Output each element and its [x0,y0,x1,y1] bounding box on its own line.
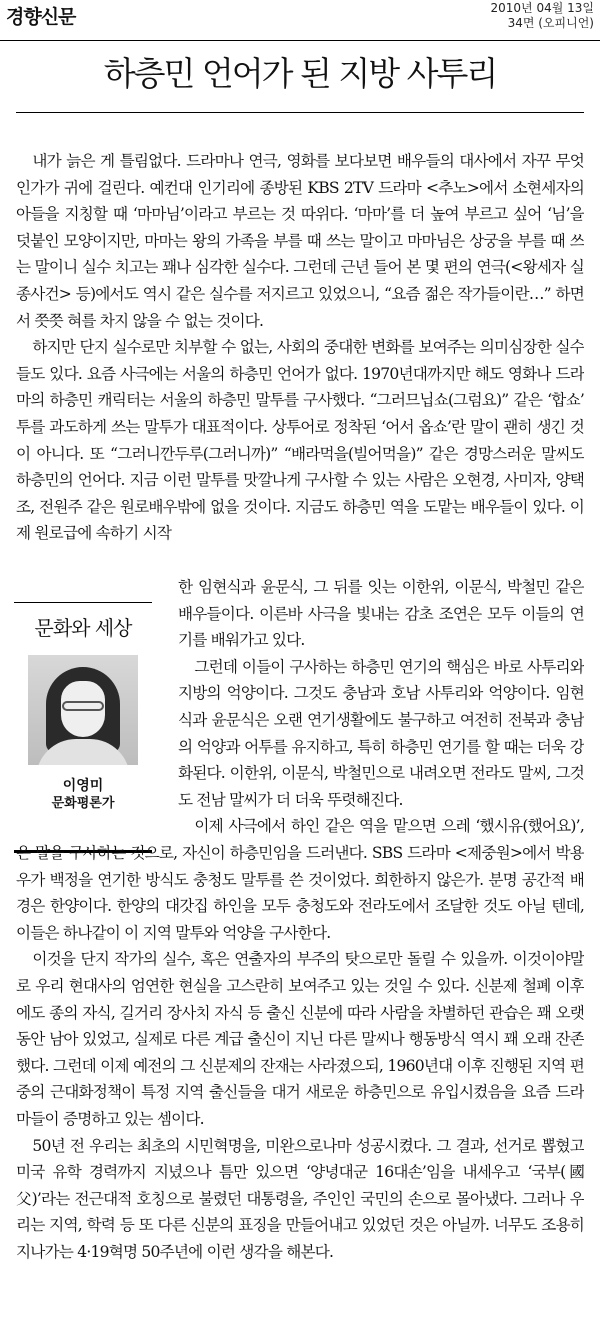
paragraph-1: 내가 늙은 게 틀림없다. 드라마나 연극, 영화를 보다보면 배우들의 대사에서 자꾸 무엇인가가 귀에 걸린다. 예컨대 인기리에 종방된 KBS 2TV 드라마 <추노>에서 소현세자의 아들을 지칭할 때 ‘마마님’이라고 부르는 것 따위다. ‘마마’를 더 높여 부르고 싶어 ‘님’을 덧붙인 모양이지만, 마마는 왕의 가족을 부를 때 쓰는 말이고 마마님은 상궁을 부를 때 쓰는 말이니 실수 치고는 꽤나 심각한 실수다. 그런데 근년 들어 본 몇 편의 연극(<왕세자 실종사건> 등)에서도 역시 같은 실수를 저지르고 있었으니, “요즘 젊은 작가들이란…” 하면서 쯧쯧 혀를 차지 않을 수 없는 것이다. [16,152,584,330]
column-info-box [14,602,152,854]
headline-divider [16,112,584,113]
paragraph-3: 그런데 이들이 구사하는 하층민 연기의 핵심은 바로 사투리와 지방의 억양이다. 그것도 충남과 호남 사투리와 억양이다. 임현식과 윤문식은 오랜 연기생활에도 불구하고 여전히 전북과 충남의 억양과 어투를 유지하고, 특히 하층민 연기를 할 때는 더욱 강화된다. 이한위, 이문식, 박철민으로 내려오면 전라도 말씨, 그것도 전남 말씨가 더 더욱 뚜렷해진다. [178,657,584,809]
masthead [0,0,600,41]
page-section: 34면 (오피니언) [507,16,594,30]
article-body-bottom [16,840,584,1330]
paragraph-2: 하지만 단지 실수로만 치부할 수 없는, 사회의 중대한 변화를 보여주는 의미심장한 실수들도 있다. 요즘 사극에는 서울의 하층민 언어가 없다. 1970년대까지만 해도 영화나 드라마의 하층민 캐릭터는 서울의 하층민 말투를 구사했다. “그러므닙쇼(그럼요)” 같은 ‘합쇼’ 투를 과도하게 쓰는 말투가 대표적이다. 상투어로 정착된 ‘어서 옵쇼’란 말이 괜히 생긴 것이 아니다. 또 “그러니깐두루(그러니까)” “배라먹을(빌어먹을)” 같은 경망스러운 말씨도 하층민의 언어다. 지금 이런 말투를 맛깔나게 구사할 수 있는 사람은 오현경, 사미자, 양택조, 전원주 같은 원로배우밖에 없을 것이다. 지금도 하층민 역을 도맡는 배우들이 있다. 이제 원로급에 속하기 시작 [16,338,584,543]
article-body-top [16,148,584,574]
article-headline: 하층민 언어가 된 지방 사투리 [103,54,497,93]
paragraph-4-continued: 은 말을 구사하는 것으로, 자신이 하층민임을 드러낸다. SBS 드라마 <제중원>에서 박용우가 백정을 연기한 방식도 충청도 말투를 쓴 것이었다. 희한하지 않은가. 분명 공간적 배경은 한양이다. 한양의 대갓집 하인을 모두 충청도와 전라도에서 조달한 것도 아닐 텐데, 이들은 하나같이 이 지역 말투와 억양을 구사한다. [16,844,584,942]
paragraph-5: 이것을 단지 작가의 실수, 혹은 연출자의 부주의 탓으로만 돌릴 수 있을까. 이것이야말로 우리 현대사의 엄연한 현실을 고스란히 보여주고 있는 것일 수 있다. 신분제 철폐 이후에도 종의 자식, 길거리 장사치 자식 등 출신 신분에 따라 사람을 차별하던 관습은 꽤 오랫동안 남아 있었고, 실제로 다른 계급 출신이 지닌 다른 말씨나 행동방식 역시 꽤 오래 잔존했다. 그런데 이제 예전의 그 신분제의 잔재는 사라졌으되, 1960년대 이후 진행된 지역 편중의 근대화정책이 특정 지역 출신들을 대거 새로운 하층민으로 유입시켰음을 요즘 드라마들이 증명하고 있는 셈이다. [16,950,584,1128]
author-name: 이영미 [62,778,104,794]
author-role: 문화평론가 [51,796,115,811]
column-title: 문화와 세상 [34,616,132,640]
paragraph-4: 이제 사극에서 하인 같은 역을 맡으면 으레 ‘했시유(했어요)’, [194,817,584,836]
article-body-side [178,574,584,840]
paragraph-2-continued: 한 임현식과 윤문식, 그 뒤를 잇는 이한위, 이문식, 박철민 같은 배우들이다. 이른바 사극을 빛내는 감초 조연은 모두 이들의 연기를 배워가고 있다. [178,578,584,650]
newspaper-name: 경향신문 [6,6,76,28]
box-top-rule [14,602,152,603]
publication-meta [491,1,594,31]
publication-date: 2010년 04월 13일 [490,1,594,15]
author-photo [28,655,138,765]
paragraph-6: 50년 전 우리는 최초의 시민혁명을, 미완으로나마 성공시켰다. 그 결과, 선거로 뽑혔고 미국 유학 경력까지 지녔으나 틈만 있으면 ‘양녕대군 16대손’임을 내세우고 ‘국부(國父)’라는 전근대적 호칭으로 불렸던 대통령을, 주인인 국민의 손으로 몰아냈다. 그러나 우리는 지역, 학력 등 또 다른 신분의 표징을 만들어내고 있었던 것은 아닐까. 너무도 조용히 지나가는 4·19혁명 50주년에 이런 생각을 해본다. [16,1136,584,1261]
